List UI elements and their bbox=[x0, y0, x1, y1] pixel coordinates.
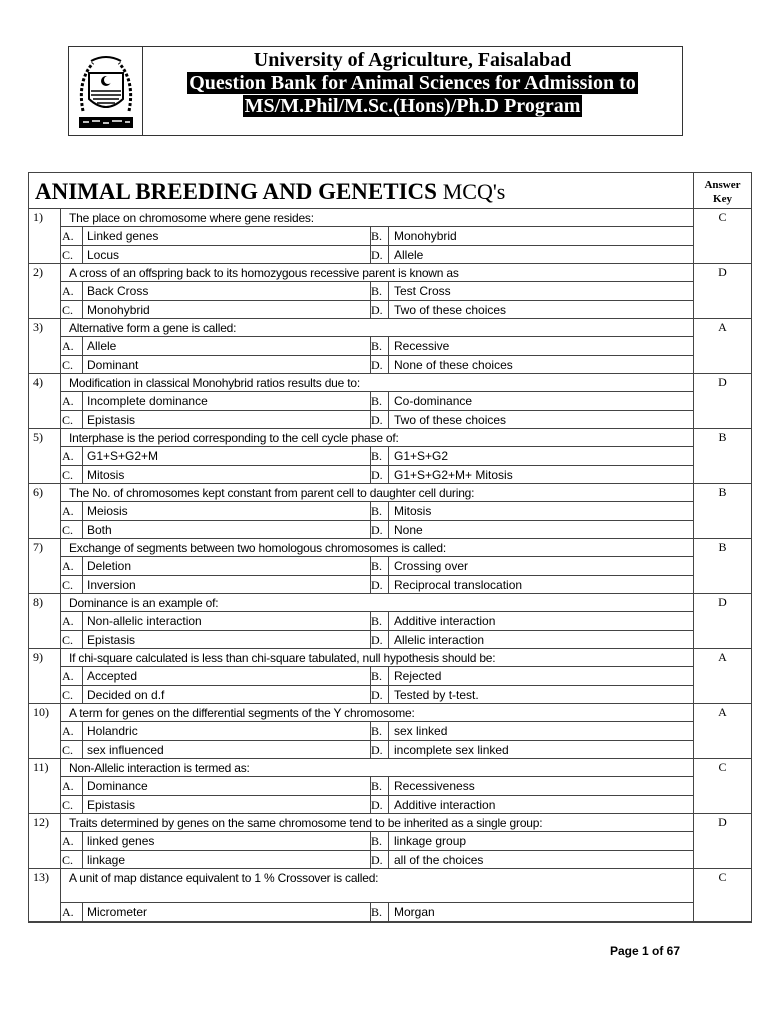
answer-key: B bbox=[718, 540, 727, 554]
question-block bbox=[29, 484, 751, 539]
option-letter: B. bbox=[371, 392, 389, 410]
option-text: Rejected bbox=[394, 669, 442, 683]
option-text: Locus bbox=[83, 246, 371, 263]
question-body bbox=[61, 704, 694, 758]
university-seal-icon bbox=[75, 51, 137, 131]
option-letter: B. bbox=[371, 447, 389, 465]
answer-key-header bbox=[694, 173, 751, 208]
option-text: None of these choices bbox=[394, 358, 513, 372]
option-letter: C. bbox=[61, 686, 83, 703]
question-block bbox=[29, 649, 751, 704]
option-letter: D. bbox=[371, 686, 389, 703]
answer-key: C bbox=[718, 870, 727, 884]
option-text: all of the choices bbox=[394, 853, 484, 867]
option-letter: A. bbox=[61, 282, 83, 300]
question-body bbox=[61, 649, 694, 703]
option-text: sex linked bbox=[394, 724, 448, 738]
question-block bbox=[29, 319, 751, 374]
option-letter: D. bbox=[371, 411, 389, 428]
option-letter: B. bbox=[371, 722, 389, 740]
option-row bbox=[61, 410, 693, 428]
question-number: 2) bbox=[29, 264, 61, 318]
option-row bbox=[61, 227, 693, 245]
option-text: Recessiveness bbox=[394, 779, 475, 793]
option-text: Two of these choices bbox=[394, 413, 507, 427]
answer-key: D bbox=[718, 265, 727, 279]
question-text: The place on chromosome where gene resides: bbox=[61, 209, 693, 227]
question-body bbox=[61, 429, 694, 483]
question-text: Dominance is an example of: bbox=[61, 594, 693, 612]
university-name: University of Agriculture, Faisalabad bbox=[253, 49, 572, 71]
option-letter: C. bbox=[61, 576, 83, 593]
question-number: 6) bbox=[29, 484, 61, 538]
option-row bbox=[61, 903, 693, 921]
option-row bbox=[61, 282, 693, 300]
option-row bbox=[61, 795, 693, 813]
option-row bbox=[61, 245, 693, 263]
table-header bbox=[29, 173, 751, 209]
option-text: Monohybrid bbox=[83, 301, 371, 318]
question-body bbox=[61, 319, 694, 373]
option-letter: C. bbox=[61, 356, 83, 373]
option-letter: A. bbox=[61, 722, 83, 740]
option-text: Test Cross bbox=[394, 284, 451, 298]
option-text: Dominance bbox=[83, 777, 371, 795]
option-letter: B. bbox=[371, 502, 389, 520]
option-row bbox=[61, 612, 693, 630]
question-body bbox=[61, 539, 694, 593]
question-text: Modification in classical Monohybrid ratios results due to: bbox=[61, 374, 693, 392]
question-text: Exchange of segments between two homologous chromosomes is called: bbox=[61, 539, 693, 557]
option-row bbox=[61, 392, 693, 410]
question-body bbox=[61, 594, 694, 648]
option-text: Morgan bbox=[394, 905, 435, 919]
question-text: Traits determined by genes on the same chromosome tend to be inherited as a single group: bbox=[61, 814, 693, 832]
option-row bbox=[61, 337, 693, 355]
question-number: 11) bbox=[29, 759, 61, 813]
section-title bbox=[29, 173, 694, 208]
option-row bbox=[61, 575, 693, 593]
option-row bbox=[61, 465, 693, 483]
option-letter: D. bbox=[371, 631, 389, 648]
option-letter: D. bbox=[371, 466, 389, 483]
answer-key: D bbox=[718, 375, 727, 389]
option-text: Incomplete dominance bbox=[83, 392, 371, 410]
option-letter: C. bbox=[61, 301, 83, 318]
option-letter: C. bbox=[61, 796, 83, 813]
question-block bbox=[29, 209, 751, 264]
option-letter: C. bbox=[61, 631, 83, 648]
question-body bbox=[61, 484, 694, 538]
answer-key-label: Answer bbox=[704, 179, 741, 191]
option-row bbox=[61, 447, 693, 465]
option-letter: A. bbox=[61, 612, 83, 630]
option-text: Monohybrid bbox=[394, 229, 457, 243]
option-letter: B. bbox=[371, 612, 389, 630]
option-row bbox=[61, 685, 693, 703]
option-row bbox=[61, 355, 693, 373]
option-letter: A. bbox=[61, 667, 83, 685]
option-text: Epistasis bbox=[83, 796, 371, 813]
option-row bbox=[61, 832, 693, 850]
question-text: A term for genes on the differential segments of the Y chromosome: bbox=[61, 704, 693, 722]
question-number: 8) bbox=[29, 594, 61, 648]
option-letter: A. bbox=[61, 447, 83, 465]
option-text: Non-allelic interaction bbox=[83, 612, 371, 630]
option-letter: D. bbox=[371, 246, 389, 263]
answer-key: B bbox=[718, 430, 727, 444]
question-text: Non-Allelic interaction is termed as: bbox=[61, 759, 693, 777]
option-letter: C. bbox=[61, 741, 83, 758]
option-letter: B. bbox=[371, 227, 389, 245]
option-text: G1+S+G2 bbox=[394, 449, 449, 463]
question-block bbox=[29, 429, 751, 484]
option-text: G1+S+G2+M bbox=[83, 447, 371, 465]
question-block bbox=[29, 759, 751, 814]
option-letter: D. bbox=[371, 521, 389, 538]
option-row bbox=[61, 740, 693, 758]
answer-key-label: Key bbox=[713, 193, 732, 205]
question-body bbox=[61, 264, 694, 318]
option-text: Epistasis bbox=[83, 631, 371, 648]
option-text: G1+S+G2+M+ Mitosis bbox=[394, 468, 513, 482]
answer-key: D bbox=[718, 815, 727, 829]
option-text: Both bbox=[83, 521, 371, 538]
answer-key: C bbox=[718, 760, 727, 774]
option-text: Holandric bbox=[83, 722, 371, 740]
option-row bbox=[61, 520, 693, 538]
option-text: Back Cross bbox=[83, 282, 371, 300]
option-letter: B. bbox=[371, 832, 389, 850]
page-number: Page 1 of 67 bbox=[610, 944, 681, 958]
program-title: MS/M.Phil/M.Sc.(Hons)/Ph.D Program bbox=[244, 95, 581, 117]
question-body bbox=[61, 759, 694, 813]
option-letter: C. bbox=[61, 851, 83, 868]
question-number: 9) bbox=[29, 649, 61, 703]
option-text: Accepted bbox=[83, 667, 371, 685]
option-text: linkage bbox=[83, 851, 371, 868]
option-row bbox=[61, 630, 693, 648]
option-text: Tested by t-test. bbox=[394, 688, 479, 702]
option-text: Crossing over bbox=[394, 559, 469, 573]
option-text: Additive interaction bbox=[394, 614, 496, 628]
option-row bbox=[61, 777, 693, 795]
option-text: Mitosis bbox=[394, 504, 432, 518]
answer-key: C bbox=[718, 210, 727, 224]
option-row bbox=[61, 850, 693, 868]
option-letter: D. bbox=[371, 301, 389, 318]
question-number: 5) bbox=[29, 429, 61, 483]
option-text: Allelic interaction bbox=[394, 633, 485, 647]
option-letter: D. bbox=[371, 851, 389, 868]
option-text: incomplete sex linked bbox=[394, 743, 509, 757]
answer-key: A bbox=[718, 650, 727, 664]
option-text: Decided on d.f bbox=[83, 686, 371, 703]
option-letter: D. bbox=[371, 576, 389, 593]
question-block bbox=[29, 869, 751, 922]
question-block bbox=[29, 539, 751, 594]
section-title-suffix: MCQ's bbox=[442, 179, 506, 204]
option-text: Allele bbox=[394, 248, 424, 262]
option-text: linked genes bbox=[83, 832, 371, 850]
option-text: Linked genes bbox=[83, 227, 371, 245]
option-letter: B. bbox=[371, 337, 389, 355]
option-text: None bbox=[394, 523, 423, 537]
university-logo bbox=[69, 47, 143, 135]
option-text: sex influenced bbox=[83, 741, 371, 758]
option-letter: B. bbox=[371, 557, 389, 575]
mcq-table bbox=[28, 172, 752, 923]
option-letter: B. bbox=[371, 667, 389, 685]
option-letter: C. bbox=[61, 246, 83, 263]
question-number: 12) bbox=[29, 814, 61, 868]
option-row bbox=[61, 667, 693, 685]
answer-key: A bbox=[718, 320, 727, 334]
option-letter: A. bbox=[61, 557, 83, 575]
option-letter: A. bbox=[61, 502, 83, 520]
option-text: Micrometer bbox=[83, 903, 371, 921]
option-text: Dominant bbox=[83, 356, 371, 373]
question-body bbox=[61, 869, 694, 921]
question-number: 13) bbox=[29, 869, 61, 921]
option-letter: A. bbox=[61, 392, 83, 410]
option-letter: A. bbox=[61, 227, 83, 245]
section-title-text: ANIMAL BREEDING AND GENETICS bbox=[35, 179, 437, 204]
question-block bbox=[29, 594, 751, 649]
option-letter: B. bbox=[371, 282, 389, 300]
question-bank-title: Question Bank for Animal Sciences for Admission to bbox=[189, 72, 636, 94]
question-number: 7) bbox=[29, 539, 61, 593]
option-text: Deletion bbox=[83, 557, 371, 575]
question-text: A cross of an offspring back to its homozygous recessive parent is known as bbox=[61, 264, 693, 282]
question-body bbox=[61, 814, 694, 868]
option-text: Inversion bbox=[83, 576, 371, 593]
option-text: Two of these choices bbox=[394, 303, 507, 317]
question-block bbox=[29, 814, 751, 869]
option-text: Allele bbox=[83, 337, 371, 355]
option-text: Reciprocal translocation bbox=[394, 578, 523, 592]
question-block bbox=[29, 264, 751, 319]
option-row bbox=[61, 300, 693, 318]
option-letter: A. bbox=[61, 777, 83, 795]
question-number: 10) bbox=[29, 704, 61, 758]
option-text: Meiosis bbox=[83, 502, 371, 520]
question-text: If chi-square calculated is less than chi-square tabulated, null hypothesis should be: bbox=[61, 649, 693, 667]
option-row bbox=[61, 722, 693, 740]
answer-key: A bbox=[718, 705, 727, 719]
option-text: Mitosis bbox=[83, 466, 371, 483]
option-letter: A. bbox=[61, 337, 83, 355]
option-text: Additive interaction bbox=[394, 798, 496, 812]
question-number: 4) bbox=[29, 374, 61, 428]
option-row bbox=[61, 502, 693, 520]
option-text: linkage group bbox=[394, 834, 467, 848]
answer-key: B bbox=[718, 485, 727, 499]
option-letter: C. bbox=[61, 521, 83, 538]
option-row bbox=[61, 557, 693, 575]
option-letter: D. bbox=[371, 356, 389, 373]
question-block bbox=[29, 704, 751, 759]
document-header bbox=[68, 46, 683, 136]
question-number: 1) bbox=[29, 209, 61, 263]
answer-key: D bbox=[718, 595, 727, 609]
question-number: 3) bbox=[29, 319, 61, 373]
question-body bbox=[61, 209, 694, 263]
option-letter: A. bbox=[61, 903, 83, 921]
option-letter: C. bbox=[61, 466, 83, 483]
option-text: Recessive bbox=[394, 339, 450, 353]
question-text: Interphase is the period corresponding to the cell cycle phase of: bbox=[61, 429, 693, 447]
option-letter: B. bbox=[371, 903, 389, 921]
option-letter: C. bbox=[61, 411, 83, 428]
option-text: Epistasis bbox=[83, 411, 371, 428]
question-text: Alternative form a gene is called: bbox=[61, 319, 693, 337]
question-text: The No. of chromosomes kept constant from parent cell to daughter cell during: bbox=[61, 484, 693, 502]
option-letter: D. bbox=[371, 796, 389, 813]
question-block bbox=[29, 374, 751, 429]
option-text: Co-dominance bbox=[394, 394, 473, 408]
option-letter: B. bbox=[371, 777, 389, 795]
question-text: A unit of map distance equivalent to 1 % Crossover is called: bbox=[61, 869, 693, 903]
question-body bbox=[61, 374, 694, 428]
option-letter: A. bbox=[61, 832, 83, 850]
option-letter: D. bbox=[371, 741, 389, 758]
